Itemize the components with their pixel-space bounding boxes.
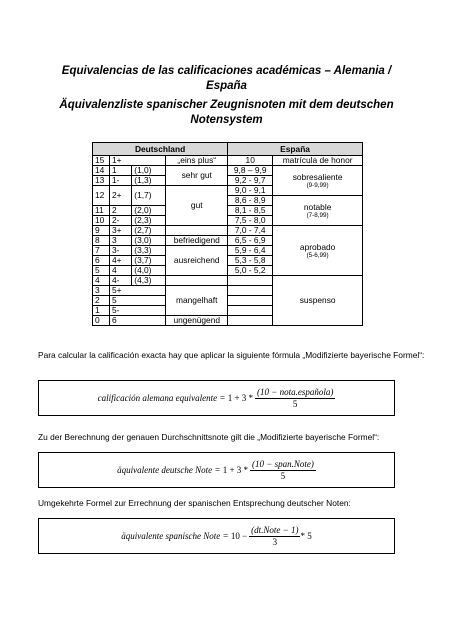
title-spanish-line2: España [206, 80, 247, 92]
label-aprobado: aprobado [299, 241, 336, 252]
formula-reverse-denominator: 3 [272, 536, 278, 547]
formula-reverse-lhs: äquivalente spanische Note = [121, 531, 229, 541]
formula-de-fraction [250, 459, 316, 482]
table-row: 0 6 ungenügend [93, 316, 363, 326]
title-german-line1: Äquivalenzliste spanischer Zeugnisnoten mit dem deutschen [59, 99, 394, 111]
title-german [0, 98, 453, 128]
label-sobresaliente: sobresaliente [292, 171, 343, 182]
table-row: 6 4+ (3,7) 5,3 - 5,8 [93, 256, 363, 266]
table-row: 2 5 [93, 296, 363, 306]
table-row: 12 2+ (1,7) gut 9,0 - 9,1 [93, 186, 363, 196]
table-row: 9 3+ (2,7) 7,0 - 7,4 aprobado (5-6,99) [93, 226, 363, 236]
title-spanish [0, 64, 453, 94]
range-sobresaliente: (9-9,99) [306, 181, 329, 189]
header-germany: Deutschland [93, 143, 228, 156]
formula-reverse-numerator: (dt.Note − 1) [251, 524, 299, 535]
table-row: 1 5- [93, 306, 363, 316]
table-header [93, 143, 363, 156]
table-row: 3 5+ mangelhaft [93, 286, 363, 296]
formula-box-reverse [38, 518, 395, 554]
table-row: 4 4- (4,3) suspenso [93, 276, 363, 286]
formula-es-fraction [255, 387, 335, 410]
header-spain: España [228, 143, 363, 156]
table-row: 7 3- (3,3) ausreichend 5,9 - 6,4 [93, 246, 363, 256]
formula-reverse-fraction [249, 525, 300, 548]
formula-box-es [38, 380, 395, 416]
formula-es-lhs: calificación alemana equivalente = [97, 393, 226, 403]
table-row: 15 1+ „eins plus“ 10 matrícula de honor [93, 156, 363, 166]
formula-de-numerator: (10 − span.Note) [252, 458, 314, 469]
formula-es-pre: 1 + 3 * [227, 393, 254, 403]
title-german-line2: Notensystem [190, 114, 263, 126]
table-row: 10 2- (2,3) 7,5 - 8,0 [93, 216, 363, 226]
formula-de-denominator: 5 [280, 470, 286, 481]
formula-reverse-post: * 5 [300, 531, 312, 541]
paragraph-formula-de: Zu der Berechnung der genauen Durchschnittsnote gilt die „Modifizierte bayerische Formel“: [38, 432, 380, 442]
formula-es-denominator: 5 [292, 398, 298, 409]
table-row: 5 4 (4,0) 5,0 - 5,2 [93, 266, 363, 276]
title-spanish-line1: Equivalencias de las calificaciones académicas – Alemania / [61, 65, 392, 77]
formula-de-pre: 1 + 3 * [222, 465, 249, 475]
range-notable: (7-8,99) [306, 211, 329, 219]
table-row: 8 3 (3,0) befriedigend 6,5 - 6,9 [93, 236, 363, 246]
paragraph-formula-reverse: Umgekehrte Formel zur Errechnung der spanischen Entsprechung deutscher Noten: [38, 498, 351, 508]
table-row: 8,6 - 8,9 notable (7-8,99) [93, 196, 363, 206]
formula-reverse-pre: 10 − [230, 531, 248, 541]
label-suspenso: suspenso [273, 276, 363, 326]
table-row: 13 1- (1,3) 9,2 - 9,7 [93, 176, 363, 186]
table-row: 11 2 (2,0) 8,1 - 8,5 [93, 206, 363, 216]
grade-table [92, 142, 363, 326]
range-aprobado: (5-6,99) [306, 251, 329, 259]
formula-de-lhs: äquivalente deutsche Note = [117, 465, 221, 475]
formula-es-numerator: (10 − nota.española) [257, 386, 334, 397]
paragraph-formula-es: Para calcular la calificación exacta hay que aplicar la siguiente fórmula „Modifizierte bayerische Formel“: [38, 350, 425, 360]
table-row: 14 1 (1,0) sehr gut 9,8 – 9,9 sobresaliente (9-9,99) [93, 166, 363, 176]
formula-box-de [38, 452, 395, 488]
label-notable: notable [303, 201, 332, 212]
